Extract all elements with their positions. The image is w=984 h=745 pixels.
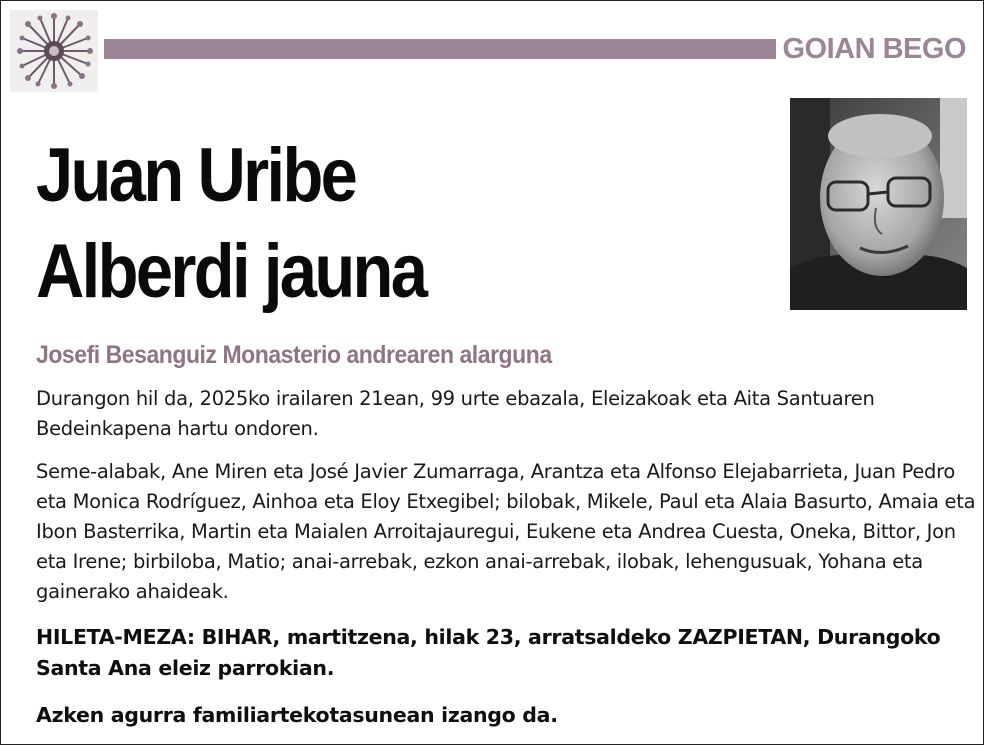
widow-subtitle: Josefi Besanguiz Monasterio andrearen alarguna [36, 341, 552, 369]
funeral-mass-text: HILETA-MEZA: BIHAR, martitzena, hilak 23, arratsaldeko ZAZPIETAN, Durangoko Santa Ana eleiz parrokian. [36, 625, 941, 680]
deceased-name-line-2: Alberdi jauna [36, 229, 426, 314]
deceased-name-line-1: Juan Uribe [36, 133, 356, 218]
header-bar [104, 39, 776, 59]
flower-icon [10, 10, 98, 92]
portrait-photo [790, 98, 967, 310]
location-label: GOIAN BEGO [782, 33, 966, 65]
farewell-text: Azken agurra familiartekotasunean izango da. [36, 703, 558, 727]
family-list-text: Seme-alabak, Ane Miren eta José Javier Zumarraga, Arantza eta Alfonso Elejabarrieta, Juan Pedro eta Monica Rodríguez, Ainhoa eta Eloy Etxegibel; bilobak, Mikele, Paul eta Alaia Basurto, Amaia eta Ibon Basterrika, Martin eta Maialen Arroitajauregui, Eukene eta Andrea Cuesta, Oneka, Bittor, Jon eta Irene; birbiloba, Matio; anai-arrebak, ezkon anai-arrebak, ilobak, lehengusuak, Yohana eta gainerako ahaideak. [36, 460, 976, 603]
death-notice-text: Durangon hil da, 2025ko irailaren 21ean, 99 urte ebazala, Eleizakoak eta Aita Santuaren Bedeinkapena hartu ondoren. [36, 387, 875, 440]
